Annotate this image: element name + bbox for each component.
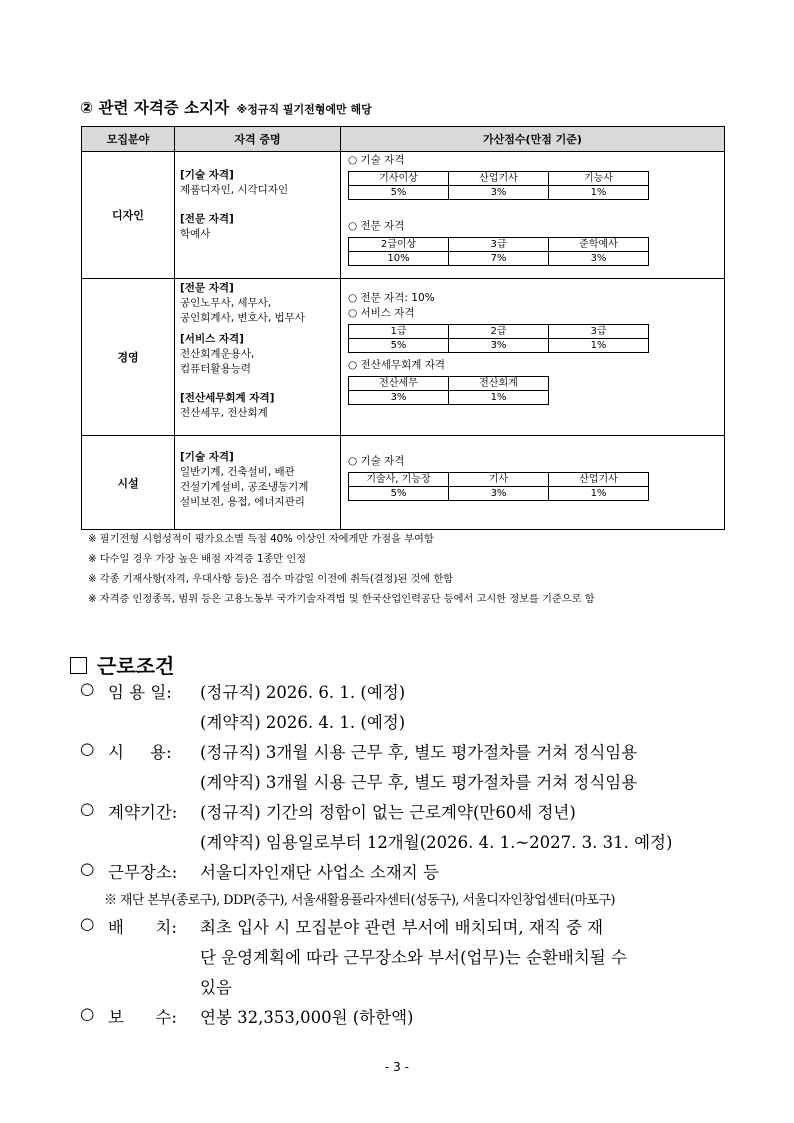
- points-label: ○ 기술 자격: [348, 455, 405, 467]
- certificate-table: [81, 126, 725, 530]
- condition-value: (정규직) 2026. 6. 1. (예정): [200, 683, 406, 702]
- points-label: ○ 전문 자격: 10%: [348, 292, 435, 304]
- note-line: ※ 다수일 경우 가장 높은 배점 자격증 1종만 인정: [88, 554, 307, 565]
- condition-value: 단 운영계획에 따라 근무장소와 부서(업무)는 순환배치될 수: [200, 948, 627, 967]
- sub-head: 3급: [449, 238, 549, 252]
- bullet-icon: ○: [80, 914, 95, 933]
- sub-value: 10%: [349, 252, 449, 266]
- header-field: 모집분야: [82, 127, 175, 152]
- sub-value: 3%: [549, 252, 649, 266]
- section-heading: [80, 96, 372, 118]
- points-facility: [341, 436, 725, 530]
- cert-management: [175, 279, 341, 436]
- sub-value: 3%: [449, 339, 549, 353]
- sub-value: 1%: [549, 186, 649, 200]
- sub-head: 3급: [549, 325, 649, 339]
- cert-title: [전산세무회계 자격]: [180, 392, 275, 404]
- bullet-icon: ○: [80, 1004, 95, 1023]
- condition-label: 임 용 일:: [108, 683, 172, 702]
- condition-value: 연봉 32,353,000원 (하한액): [200, 1008, 414, 1027]
- points-label: ○ 전산세무회계 자격: [348, 359, 445, 371]
- table-row: [82, 152, 725, 279]
- cert-title: [기술 자격]: [180, 451, 234, 463]
- points-subtable: [348, 324, 649, 353]
- cert-facility: [175, 436, 341, 530]
- cert-title: [전문 자격]: [180, 213, 234, 225]
- condition-label: 보 수:: [108, 1008, 177, 1027]
- sub-value: 3%: [449, 487, 549, 501]
- sub-value: 3%: [349, 391, 449, 405]
- sub-value: 5%: [349, 339, 449, 353]
- table-row: [82, 436, 725, 530]
- cert-title: [서비스 자격]: [180, 333, 244, 345]
- condition-value: 최초 입사 시 모집분야 관련 부서에 배치되며, 재직 중 재: [200, 918, 604, 937]
- condition-value: (계약직) 임용일로부터 12개월(2026. 4. 1.~2027. 3. 31. 예정): [200, 833, 673, 852]
- sub-value: 1%: [549, 339, 649, 353]
- condition-label: 근무장소:: [108, 863, 178, 882]
- bullet-icon: ○: [80, 679, 95, 698]
- condition-value: 있음: [200, 978, 232, 997]
- condition-value: (정규직) 기간의 정함이 없는 근로계약(만60세 정년): [200, 803, 576, 822]
- points-subtable: [348, 472, 649, 501]
- points-label: ○ 기술 자격: [348, 154, 405, 166]
- field-facility: 시설: [82, 436, 175, 530]
- cert-list: 공인노무사, 세무사,: [180, 297, 272, 309]
- field-design: 디자인: [82, 152, 175, 279]
- checkbox-square-icon: [70, 657, 87, 674]
- section-note: ※정규직 필기전형에만 해당: [236, 103, 372, 116]
- condition-label: 계약기간:: [108, 803, 178, 822]
- section-title: ② 관련 자격증 소지자: [80, 99, 230, 117]
- cert-list: 설비보전, 용접, 에너지관리: [180, 496, 305, 508]
- sub-head: 산업기사: [449, 172, 549, 186]
- sub-head: 기사: [449, 473, 549, 487]
- sub-head: 2급이상: [349, 238, 449, 252]
- condition-value: (계약직) 2026. 4. 1. (예정): [200, 713, 406, 732]
- points-subtable: [348, 237, 649, 266]
- condition-value: (정규직) 3개월 시용 근무 후, 별도 평가절차를 거쳐 정식임용: [200, 743, 638, 762]
- cert-title: [전문 자격]: [180, 282, 234, 294]
- sub-head: 전산회계: [449, 377, 549, 391]
- sub-value: 5%: [349, 186, 449, 200]
- points-subtable: [348, 376, 549, 405]
- bullet-icon: ○: [80, 739, 95, 758]
- sub-value: 1%: [549, 487, 649, 501]
- header-points: 가산점수(만점 기준): [341, 127, 725, 152]
- section-title: 근로조건: [97, 654, 175, 678]
- field-management: 경영: [82, 279, 175, 436]
- points-label: ○ 서비스 자격: [348, 307, 415, 319]
- cert-list: 건설기계설비, 공조냉동기계: [180, 481, 309, 493]
- note-line: ※ 자격증 인정종목, 범위 등은 고용노동부 국가기술자격법 및 한국산업인력공단 등에서 고시한 정보를 기준으로 함: [88, 594, 595, 605]
- sub-head: 산업기사: [549, 473, 649, 487]
- cert-list: 전산회계운용사,: [180, 348, 255, 360]
- sub-value: 7%: [449, 252, 549, 266]
- section-heading: [70, 650, 174, 679]
- points-label: ○ 전문 자격: [348, 220, 405, 232]
- cert-title: [기술 자격]: [180, 169, 234, 181]
- sub-value: 1%: [449, 391, 549, 405]
- page-number: - 3 -: [385, 1060, 409, 1074]
- points-design: [341, 152, 725, 279]
- sub-value: 5%: [349, 487, 449, 501]
- condition-value: (계약직) 3개월 시용 근무 후, 별도 평가절차를 거쳐 정식임용: [200, 773, 638, 792]
- note-line: ※ 필기전형 시험성적이 평가요소별 득점 40% 이상인 자에게만 가점을 부여함: [88, 534, 434, 545]
- condition-label: 배 치:: [108, 918, 177, 937]
- cert-list: 학예사: [180, 228, 211, 240]
- bullet-icon: ○: [80, 799, 95, 818]
- points-management: [341, 279, 725, 436]
- table-row: [82, 279, 725, 436]
- cert-list: 컴퓨터활용능력: [180, 363, 252, 375]
- condition-label: 시 용:: [108, 743, 172, 762]
- sub-head: 준학예사: [549, 238, 649, 252]
- cert-list: 전산세무, 전산회계: [180, 407, 268, 419]
- cert-list: 제품디자인, 시각디자인: [180, 184, 289, 196]
- sub-head: 1급: [349, 325, 449, 339]
- bullet-icon: ○: [80, 859, 95, 878]
- sub-head: 기술사, 기능장: [349, 473, 449, 487]
- sub-head: 기사이상: [349, 172, 449, 186]
- points-subtable: [348, 171, 649, 200]
- sub-head: 기능사: [549, 172, 649, 186]
- header-cert: 자격 증명: [175, 127, 341, 152]
- condition-value: 서울디자인재단 사업소 소재지 등: [200, 863, 439, 882]
- table-header-row: [82, 127, 725, 152]
- cert-list: 일반기계, 건축설비, 배관: [180, 466, 295, 478]
- note-line: ※ 각종 기재사항(자격, 우대사항 등)은 접수 마감일 이전에 취득(결정)된 것에 한함: [88, 574, 454, 585]
- sub-value: 3%: [449, 186, 549, 200]
- sub-head: 2급: [449, 325, 549, 339]
- sub-head: 전산세무: [349, 377, 449, 391]
- cert-list: 공인회계사, 변호사, 법무사: [180, 312, 305, 324]
- place-note: ※ 재단 본부(종로구), DDP(중구), 서울새활용플라자센터(성동구), 서울디자인창업센터(마포구): [104, 893, 615, 908]
- table-notes: [88, 530, 595, 610]
- cert-design: [175, 152, 341, 279]
